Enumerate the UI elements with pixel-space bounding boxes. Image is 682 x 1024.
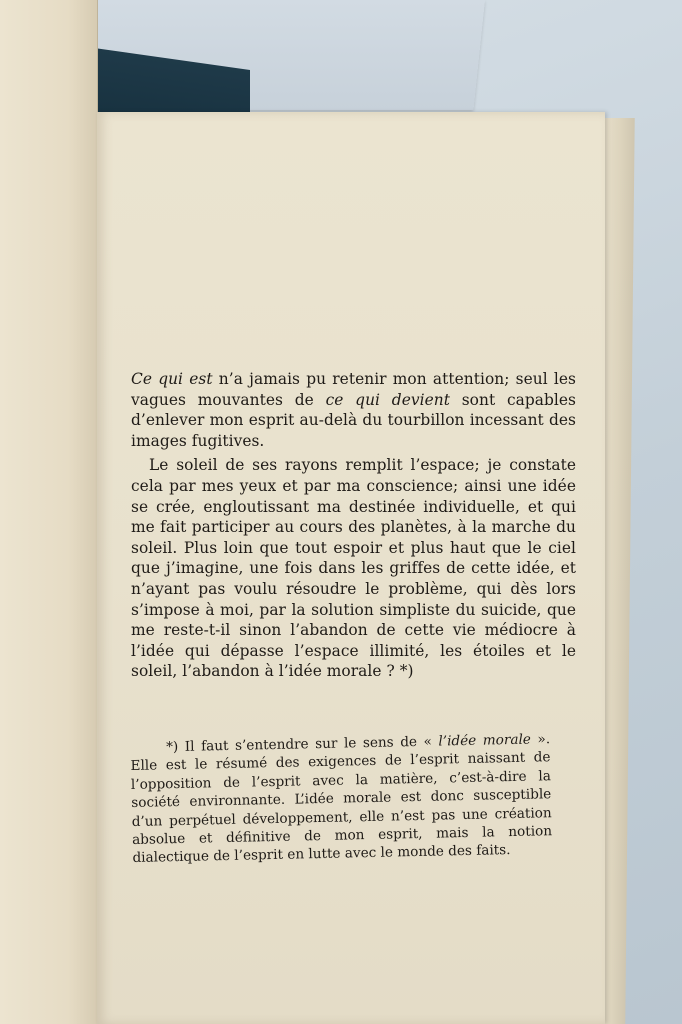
footnote-text-a: *) Il faut s’entendre sur le sens de « xyxy=(166,733,439,756)
footnote-text xyxy=(130,730,553,868)
main-text xyxy=(131,369,576,682)
book-page xyxy=(97,112,605,1024)
left-page-gutter xyxy=(0,0,98,1024)
paragraph-2: Le soleil de ses rayons remplit l’espace; je constate cela par mes yeux et par ma conscience; ainsi une idée se crée, engloutissant ma destinée individuelle, et qui me fait participer au cours des planètes, à la marche du soleil. Plus loin que tout espoir et plus haut que le ciel que j’imagine, une fois dans les griffes de cette idée, et n’ayant pas voulu résoudre le problème, qui dès lors s’impose à moi, par la solution simpliste du suicide, que me reste-t-il sinon l’abandon de cette vie médiocre à l’idée qui dépasse l’espace illimité, les étoiles et le soleil, l’abandon à l’idée morale ? *) xyxy=(131,456,576,681)
paragraph-1-text-a: n’a jamais pu retenir mon attention; seul les vagues mouvantes de xyxy=(131,370,577,409)
footnote-text-b: ». Elle est le résumé des exigences de l’esprit naissant de l’opposition de l’esprit avec la matière, c’est-à-dire la société environnante. L’idée morale est donc susceptible d’un perpétuel développement, elle n’est pas une création absolue et définitive de mon esprit, mais la notion dialectique de l’esprit en lutte avec le monde des faits. xyxy=(130,731,553,867)
footnote xyxy=(130,730,553,868)
italic-ce-qui-est: Ce qui est xyxy=(131,370,213,388)
paragraph-1-text-b: sont capables d’enlever mon esprit au-delà du tourbillon incessant des images fugitives. xyxy=(131,390,576,450)
italic-ce-qui-devient: ce qui devient xyxy=(325,390,450,409)
italic-idee-morale: l’idée morale xyxy=(438,731,532,750)
paragraph-1 xyxy=(131,369,576,451)
